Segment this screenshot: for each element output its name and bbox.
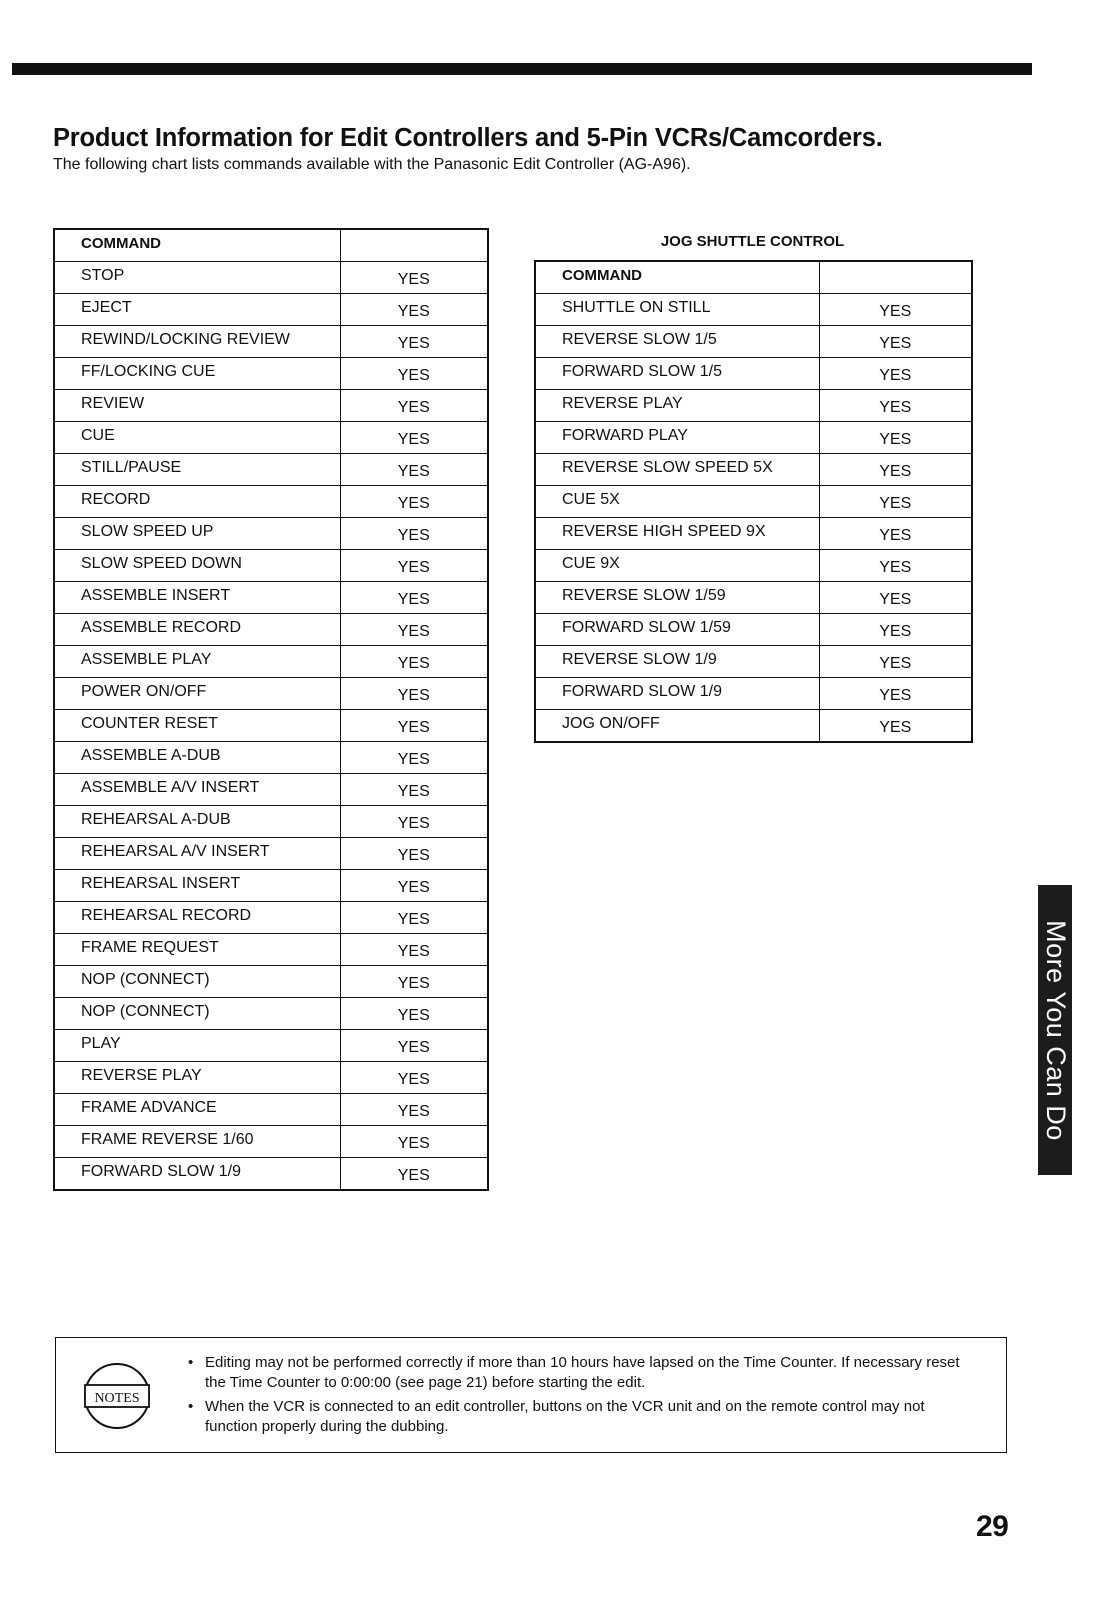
command-cell: SHUTTLE ON STILL <box>535 294 819 326</box>
command-cell: ASSEMBLE A-DUB <box>54 742 340 774</box>
table-row <box>535 614 972 646</box>
command-cell: REWIND/LOCKING REVIEW <box>54 326 340 358</box>
table-row <box>54 390 488 422</box>
command-cell: REVERSE PLAY <box>535 390 819 422</box>
command-cell: FORWARD SLOW 1/59 <box>535 614 819 646</box>
availability-cell: YES <box>340 518 488 550</box>
table-row <box>54 326 488 358</box>
availability-cell: YES <box>340 998 488 1030</box>
table-row <box>54 806 488 838</box>
table-row <box>54 710 488 742</box>
command-cell: STOP <box>54 262 340 294</box>
command-cell: SLOW SPEED DOWN <box>54 550 340 582</box>
availability-cell: YES <box>340 966 488 998</box>
command-cell: REVERSE PLAY <box>54 1062 340 1094</box>
command-cell: JOG ON/OFF <box>535 710 819 743</box>
command-cell: REVERSE SLOW 1/9 <box>535 646 819 678</box>
value-column-header <box>340 229 488 262</box>
table-row <box>54 774 488 806</box>
command-cell: REHEARSAL RECORD <box>54 902 340 934</box>
command-cell: NOP (CONNECT) <box>54 966 340 998</box>
table-row <box>535 550 972 582</box>
availability-cell: YES <box>340 710 488 742</box>
availability-cell: YES <box>340 294 488 326</box>
notes-icon-label: NOTES <box>94 1391 140 1406</box>
page-subtitle: The following chart lists commands available with the Panasonic Edit Controller (AG-A96). <box>53 156 691 173</box>
table-row <box>54 614 488 646</box>
availability-cell: YES <box>819 358 972 390</box>
availability-cell: YES <box>819 646 972 678</box>
top-rule <box>12 63 1032 75</box>
availability-cell: YES <box>819 326 972 358</box>
notes-list <box>188 1353 965 1441</box>
page-title: Product Information for Edit Controllers and 5-Pin VCRs/Camcorders. <box>53 124 883 152</box>
side-tab-label: More You Can Do <box>1040 919 1071 1141</box>
table-row <box>54 262 488 294</box>
command-cell: FORWARD SLOW 1/5 <box>535 358 819 390</box>
command-cell: STILL/PAUSE <box>54 454 340 486</box>
table-row <box>54 1158 488 1191</box>
table-row <box>54 486 488 518</box>
availability-cell: YES <box>340 454 488 486</box>
edit-controller-command-table <box>53 228 489 1191</box>
note-item: • Editing may not be performed correctly if more than 10 hours have lapsed on the Time Counter. If necessary reset the Time Counter to 0:00:00 (see page 21) before starting the edit. <box>188 1353 965 1393</box>
command-cell: COUNTER RESET <box>54 710 340 742</box>
command-cell: REVERSE SLOW SPEED 5X <box>535 454 819 486</box>
table-row <box>54 582 488 614</box>
table-row <box>535 646 972 678</box>
table-row <box>54 646 488 678</box>
command-cell: EJECT <box>54 294 340 326</box>
note-item: • When the VCR is connected to an edit controller, buttons on the VCR unit and on the remote control may not function properly during the dubbing. <box>188 1397 965 1437</box>
table-row <box>54 902 488 934</box>
jog-shuttle-caption: JOG SHUTTLE CONTROL <box>660 233 845 250</box>
command-cell: REVIEW <box>54 390 340 422</box>
table-row <box>54 294 488 326</box>
command-cell: FORWARD SLOW 1/9 <box>535 678 819 710</box>
availability-cell: YES <box>340 1126 488 1158</box>
table-row <box>535 518 972 550</box>
command-cell: FRAME ADVANCE <box>54 1094 340 1126</box>
availability-cell: YES <box>340 902 488 934</box>
notes-icon <box>82 1361 152 1431</box>
table-row <box>54 934 488 966</box>
table-header-row <box>54 229 488 262</box>
table-row <box>54 742 488 774</box>
availability-cell: YES <box>819 294 972 326</box>
command-cell: PLAY <box>54 1030 340 1062</box>
command-column-header: COMMAND <box>535 261 819 294</box>
command-cell: RECORD <box>54 486 340 518</box>
table-row <box>54 678 488 710</box>
availability-cell: YES <box>340 742 488 774</box>
table-row <box>535 710 972 743</box>
table-row <box>54 422 488 454</box>
command-cell: REVERSE SLOW 1/59 <box>535 582 819 614</box>
table-row <box>535 582 972 614</box>
availability-cell: YES <box>340 838 488 870</box>
jog-shuttle-command-table <box>534 260 973 743</box>
command-cell: CUE <box>54 422 340 454</box>
availability-cell: YES <box>340 422 488 454</box>
availability-cell: YES <box>819 710 972 743</box>
command-cell: FORWARD SLOW 1/9 <box>54 1158 340 1191</box>
command-cell: REHEARSAL INSERT <box>54 870 340 902</box>
table-row <box>535 294 972 326</box>
availability-cell: YES <box>340 390 488 422</box>
availability-cell: YES <box>819 518 972 550</box>
availability-cell: YES <box>340 1030 488 1062</box>
availability-cell: YES <box>819 614 972 646</box>
command-cell: REVERSE SLOW 1/5 <box>535 326 819 358</box>
table-header-row <box>535 261 972 294</box>
table-row <box>535 326 972 358</box>
availability-cell: YES <box>340 1062 488 1094</box>
availability-cell: YES <box>340 358 488 390</box>
availability-cell: YES <box>819 454 972 486</box>
page-number: 29 <box>976 1510 1009 1543</box>
availability-cell: YES <box>819 390 972 422</box>
availability-cell: YES <box>340 678 488 710</box>
command-cell: REHEARSAL A-DUB <box>54 806 340 838</box>
command-cell: FF/LOCKING CUE <box>54 358 340 390</box>
table-row <box>54 1062 488 1094</box>
table-row <box>54 998 488 1030</box>
table-row <box>535 358 972 390</box>
command-cell: FRAME REQUEST <box>54 934 340 966</box>
availability-cell: YES <box>340 550 488 582</box>
availability-cell: YES <box>340 1158 488 1191</box>
command-cell: ASSEMBLE PLAY <box>54 646 340 678</box>
availability-cell: YES <box>340 870 488 902</box>
command-cell: ASSEMBLE A/V INSERT <box>54 774 340 806</box>
command-cell: REHEARSAL A/V INSERT <box>54 838 340 870</box>
section-side-tab <box>1038 885 1072 1175</box>
value-column-header <box>819 261 972 294</box>
table-row <box>54 454 488 486</box>
availability-cell: YES <box>340 646 488 678</box>
table-row <box>54 1126 488 1158</box>
table-row <box>54 358 488 390</box>
command-cell: NOP (CONNECT) <box>54 998 340 1030</box>
command-cell: REVERSE HIGH SPEED 9X <box>535 518 819 550</box>
table-row <box>54 550 488 582</box>
table-row <box>535 422 972 454</box>
availability-cell: YES <box>340 486 488 518</box>
availability-cell: YES <box>340 326 488 358</box>
availability-cell: YES <box>819 582 972 614</box>
availability-cell: YES <box>340 262 488 294</box>
command-cell: FRAME REVERSE 1/60 <box>54 1126 340 1158</box>
table-row <box>535 454 972 486</box>
command-cell: CUE 5X <box>535 486 819 518</box>
availability-cell: YES <box>819 550 972 582</box>
table-row <box>54 870 488 902</box>
command-cell: ASSEMBLE INSERT <box>54 582 340 614</box>
notes-box <box>55 1337 1007 1453</box>
table-row <box>535 678 972 710</box>
command-column-header: COMMAND <box>54 229 340 262</box>
availability-cell: YES <box>819 422 972 454</box>
command-cell: FORWARD PLAY <box>535 422 819 454</box>
availability-cell: YES <box>340 614 488 646</box>
table-row <box>54 838 488 870</box>
command-cell: CUE 9X <box>535 550 819 582</box>
table-row <box>54 1094 488 1126</box>
table-row <box>535 486 972 518</box>
table-row <box>54 518 488 550</box>
availability-cell: YES <box>340 774 488 806</box>
availability-cell: YES <box>340 934 488 966</box>
command-cell: POWER ON/OFF <box>54 678 340 710</box>
command-cell: SLOW SPEED UP <box>54 518 340 550</box>
availability-cell: YES <box>819 486 972 518</box>
availability-cell: YES <box>340 806 488 838</box>
availability-cell: YES <box>340 582 488 614</box>
availability-cell: YES <box>819 678 972 710</box>
table-row <box>535 390 972 422</box>
table-row <box>54 966 488 998</box>
availability-cell: YES <box>340 1094 488 1126</box>
table-row <box>54 1030 488 1062</box>
command-cell: ASSEMBLE RECORD <box>54 614 340 646</box>
